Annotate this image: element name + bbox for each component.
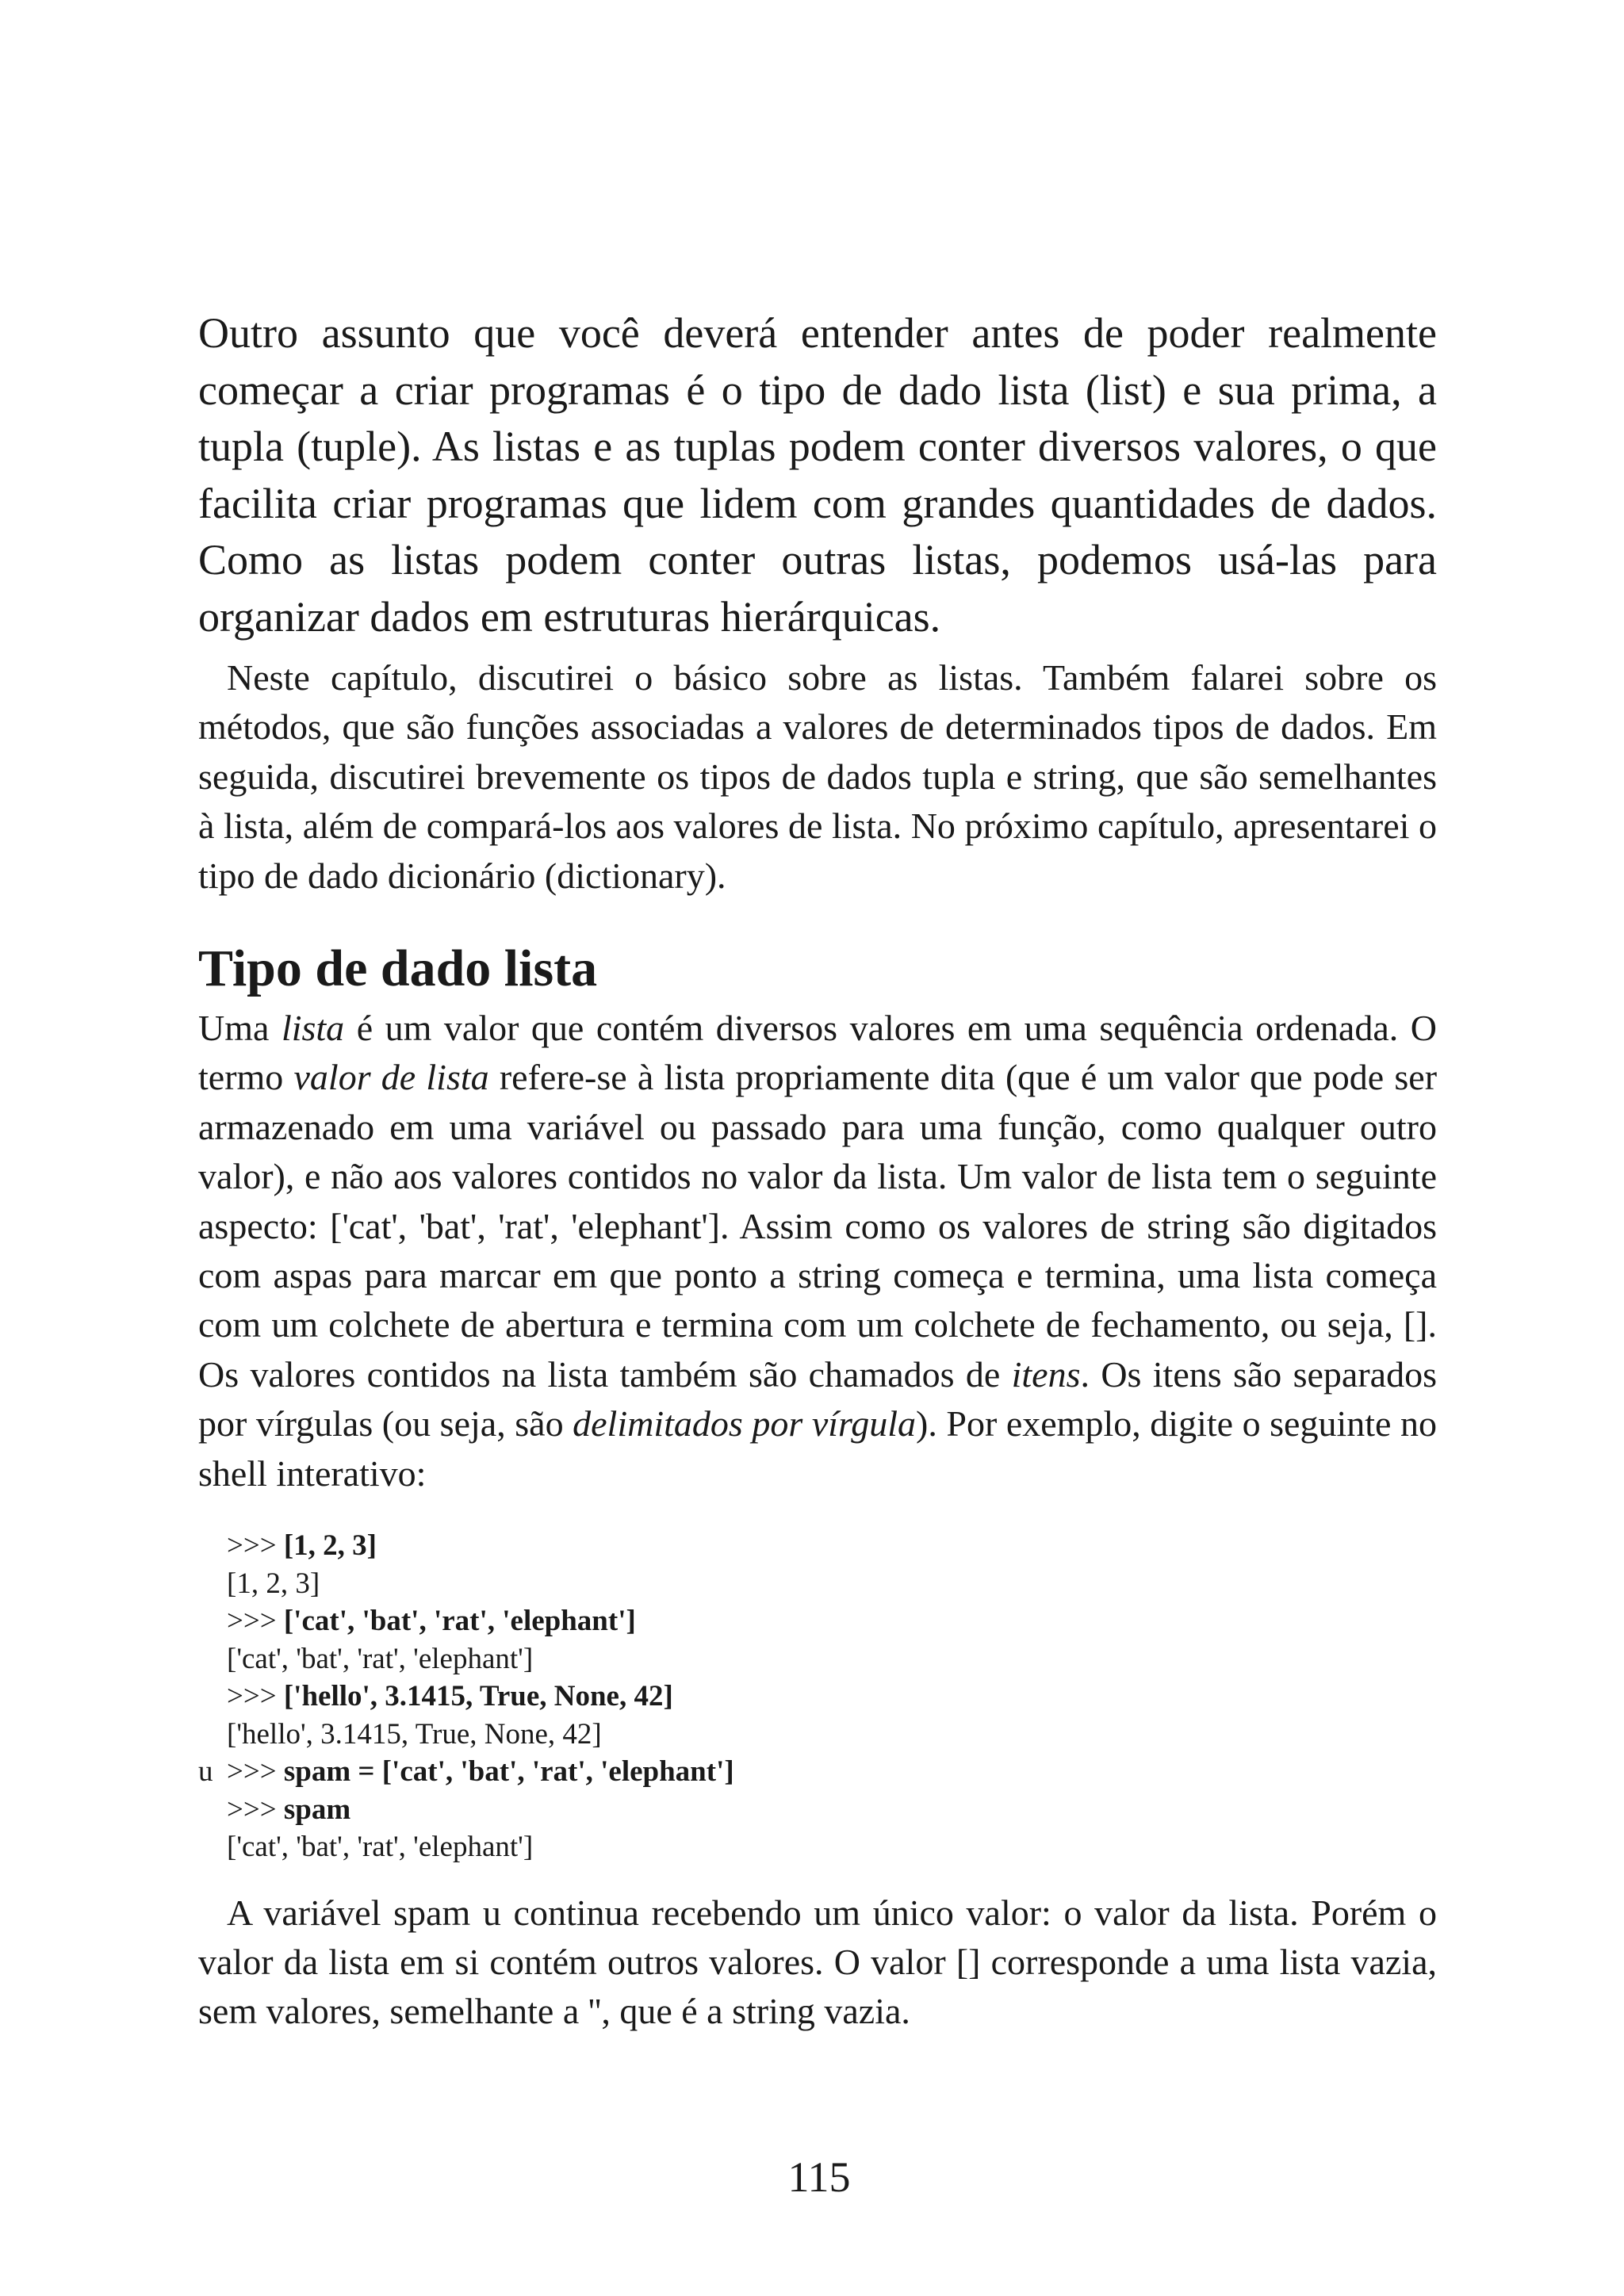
list-definition-paragraph [198,1004,1437,1498]
italic-term-lista: lista [281,1008,345,1049]
italic-term-delimitados: delimitados por vírgula [573,1403,916,1445]
code-line [227,1602,1437,1640]
code-line [227,1678,1437,1716]
code-prompt: >>> [227,1755,284,1789]
code-prompt: >>> [227,1529,284,1563]
text-run: ). Por exemplo, digite o seguinte no shell interativo: [198,1403,1438,1494]
code-output: ['cat', 'bat', 'rat', 'elephant'] [227,1831,534,1864]
text-run: Uma [198,1008,282,1049]
page-content [198,305,1437,2037]
code-line [227,1527,1437,1565]
code-example [198,1527,1437,1866]
section-heading: Tipo de dado lista [198,939,598,998]
code-output: [1, 2, 3] [227,1567,320,1600]
code-line [198,1753,1437,1791]
code-line [227,1828,1437,1866]
code-input: ['hello', 3.1415, True, None, 42] [283,1680,673,1713]
text-run: é um valor que contém diversos valores em uma sequência ordenada. O termo [198,1008,1437,1098]
text-run: . Os itens são separados por vírgulas (ou seja, são [198,1353,1437,1445]
code-output: ['cat', 'bat', 'rat', 'elephant'] [227,1642,534,1675]
code-prompt: >>> [227,1793,284,1826]
code-input: spam [283,1793,351,1826]
intro-paragraph: Outro assunto que você deverá entender antes de poder realmente começar a criar programas é o tipo de dado lista (list) e sua prima, a tupla (tuple). As listas e as tuplas podem conter diversos valores, o que facilita criar programas que lidem com grandes quantidades de dados. Como as listas podem conter outras listas, podemos usá-las para organizar dados em estruturas hierárquicas. [198,309,1437,641]
italic-term-itens: itens [1011,1353,1081,1395]
chapter-overview-paragraph: Neste capítulo, discutirei o básico sobre as listas. Também falarei sobre os métodos, que são funções associadas a valores de determinados tipos de dados. Em seguida, discutirei brevemente os tipos de dados tupla e string, que são semelhantes à lista, além de compará-los aos valores de lista. No próximo capítulo, apresentarei o tipo de dado dicionário (dictionary). [198,657,1437,896]
code-line [227,1640,1437,1678]
text-run: refere-se à lista propriamente dita (que é um valor que pode ser armazenado em uma variável ou passado para uma função, como qualquer outro valor), e não aos valores contidos no valor da lista. Um valor de lista tem o seguinte aspecto: ['cat', 'bat', 'rat', 'elephant']. Assim como os valores de string são digitados com aspas para marcar em que ponto a string começa e termina, uma lista começa com um colchete de abertura e termina com um colchete de fechamento, ou seja, []. Os valores contidos na lista também são chamados de [198,1057,1438,1395]
code-marker: u [198,1755,213,1789]
code-input: ['cat', 'bat', 'rat', 'elephant'] [283,1605,636,1638]
code-input: spam = ['cat', 'bat', 'rat', 'elephant'] [283,1755,734,1789]
code-output: ['hello', 3.1415, True, None, 42] [227,1717,602,1751]
page-number: 115 [787,2153,851,2201]
code-input: [1, 2, 3] [283,1529,377,1563]
italic-term-valor-de-lista: valor de lista [293,1057,489,1098]
code-line [227,1791,1437,1829]
code-line [227,1716,1437,1754]
closing-paragraph: A variável spam u continua recebendo um único valor: o valor da lista. Porém o valor da lista em si contém outros valores. O valor [] corresponde a uma lista vazia, sem valores, semelhante a '', que é a string vazia. [198,1892,1437,2032]
code-prompt: >>> [227,1605,284,1638]
code-line [227,1565,1437,1603]
code-prompt: >>> [227,1680,284,1713]
